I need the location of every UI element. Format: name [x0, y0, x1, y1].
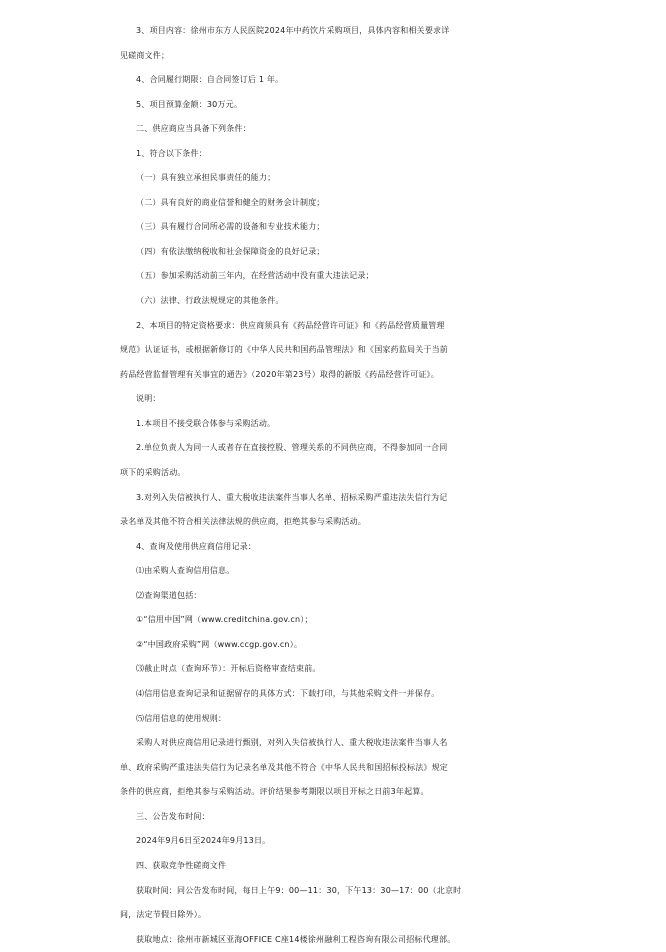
- contract-term: 4、合同履行期限：自合同签订后 1 年。: [136, 75, 284, 84]
- special-qualification-line-2: 规范》认证证书，或根据新修订的《中华人民共和国药品管理法》和《国家药监局关于当前: [120, 345, 448, 354]
- note-1: 1.本项目不接受联合体参与采购活动。: [136, 419, 276, 428]
- condition-1: （一）具有独立承担民事责任的能力；: [136, 173, 276, 182]
- obtain-time-line-1: 获取时间：同公告发布时间，每日上午9：00—11：30，下午13：30—17：00（北京时: [136, 886, 462, 895]
- project-content-line-2: 见磋商文件；: [120, 51, 170, 60]
- special-qualification-line-1: 2、本项目的特定资格要求：供应商须具有《药品经营许可证》和《药品经营质量管理: [136, 321, 445, 330]
- credit-rule-line-1: 采购人对供应商信用记录进行甄别，对列入失信被执行人、重大税收违法案件当事人名: [136, 738, 448, 747]
- section-3-heading: 三、公告发布时间：: [136, 812, 210, 821]
- note-2-line-2: 项下的采购活动。: [120, 468, 186, 477]
- section-2-heading: 二、供应商应当具备下列条件：: [136, 124, 251, 133]
- notes-heading: 说明：: [136, 394, 161, 403]
- credit-item-3: ⑶截止时点（查询环节）：开标后资格审查结束前。: [136, 664, 321, 673]
- special-qualification-line-3: 药品经营监督管理有关事宜的通告》（2020年第23号）取得的新版《药品经营许可证》。: [120, 370, 439, 379]
- conditions-heading: 1、符合以下条件：: [136, 149, 207, 158]
- credit-channel-1: ①“信用中国”网（www.creditchina.gov.cn）；: [136, 615, 313, 624]
- note-3-line-2: 录名单及其他不符合相关法律法规的供应商，拒绝其参与采购活动。: [120, 517, 366, 526]
- condition-2: （二）具有良好的商业信誉和健全的财务会计制度；: [136, 198, 325, 207]
- credit-item-4: ⑷信用信息查询记录和证据留存的具体方式：下载打印，与其他采购文件一并保存。: [136, 689, 440, 698]
- note-3-line-1: 3.对列入失信被执行人、重大税收违法案件当事人名单、招标采购严重违法失信行为记: [136, 493, 448, 502]
- condition-5: （五）参加采购活动前三年内，在经营活动中没有重大违法记录；: [136, 271, 374, 280]
- credit-channel-2: ②“中国政府采购”网（www.ccgp.gov.cn）。: [136, 640, 303, 649]
- obtain-time-line-2: 间，法定节假日除外）。: [120, 910, 207, 919]
- credit-item-2: ⑵查询渠道包括：: [136, 591, 202, 600]
- obtain-location: 获取地点：徐州市新城区亚海OFFICE C座14楼徐州融利工程咨询有限公司招标代理部。: [136, 935, 456, 944]
- condition-6: （六）法律、行政法规规定的其他条件。: [136, 296, 284, 305]
- credit-item-1: ⑴由采购人查询信用信息。: [136, 566, 235, 575]
- section-4-heading: 四、获取竞争性磋商文件: [136, 861, 227, 870]
- credit-item-5: ⑸信用信息的使用规则：: [136, 714, 227, 723]
- condition-3: （三）具有履行合同所必需的设备和专业技术能力；: [136, 222, 325, 231]
- project-content-line-1: 3、项目内容：徐州市东方人民医院2024年中药饮片采购项目，具体内容和相关要求详: [136, 26, 450, 35]
- note-2-line-1: 2.单位负责人为同一人或者存在直接控股、管理关系的不同供应商，不得参加同一合同: [136, 443, 448, 452]
- credit-record-heading: 4、查询及使用供应商信用记录：: [136, 542, 257, 551]
- credit-rule-line-3: 条件的供应商，拒绝其参与采购活动。评价结果参考期限以项目开标之日前3年起算。: [120, 787, 429, 796]
- credit-rule-line-2: 单、政府采购严重违法失信行为记录名单及其他不符合《中华人民共和国招标投标法》规定: [120, 763, 448, 772]
- budget-amount: 5、项目预算金额：30万元。: [136, 100, 243, 109]
- condition-4: （四）有依法缴纳税收和社会保障资金的良好记录；: [136, 247, 325, 256]
- publish-period: 2024年9月6日至2024年9月13日。: [136, 836, 271, 845]
